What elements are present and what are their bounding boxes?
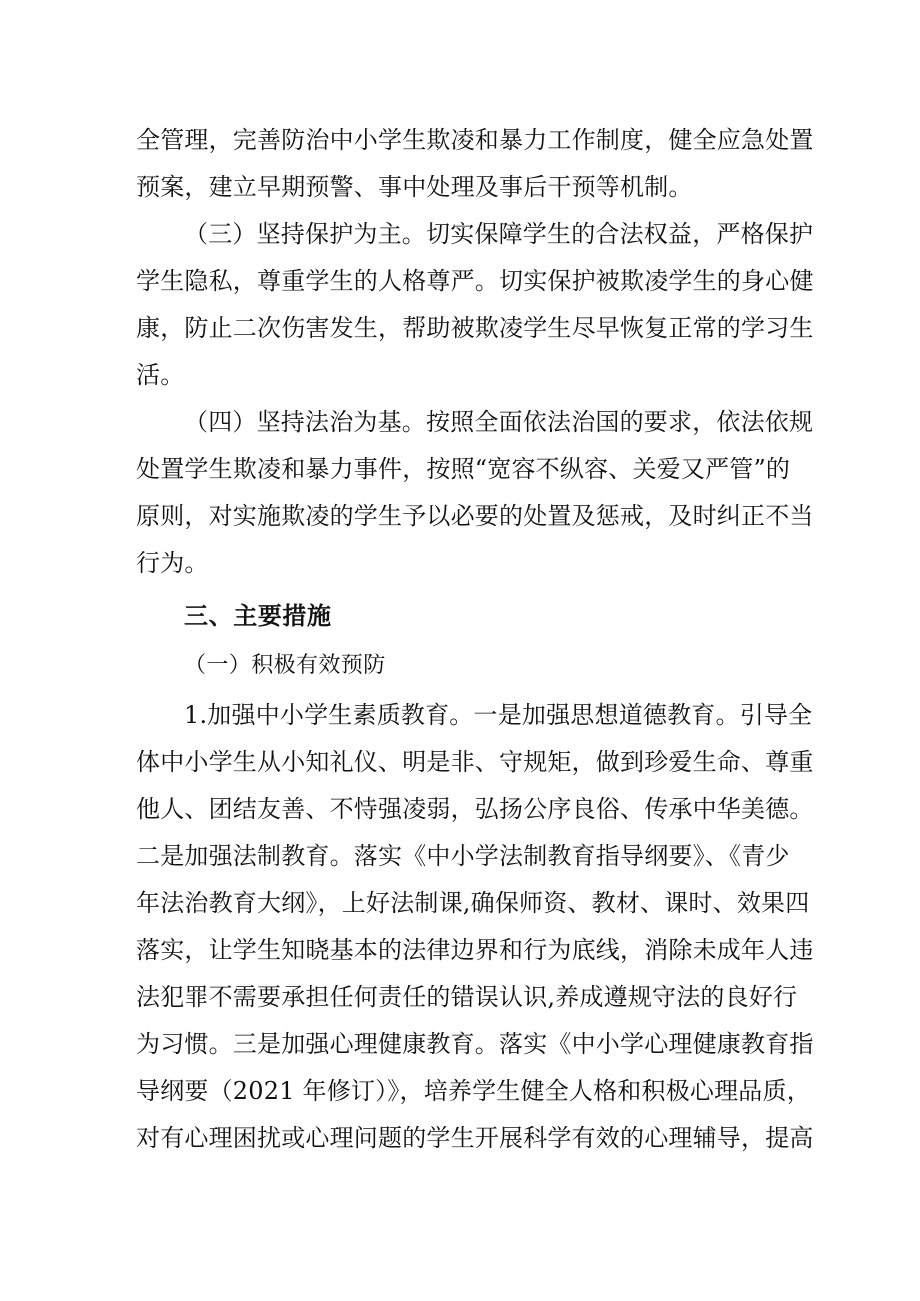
paragraph-line: 年法治教育大纲》，上好法制课,确保师资、教材、课时、效果四: [136, 889, 810, 917]
paragraph-line: 导纲要（2021 年修订）》，培养学生健全人格和积极心理品质，: [136, 1077, 811, 1105]
paragraph-line: 为习惯。三是加强心理健康教育。落实《中小学心理健康教育指: [136, 1030, 814, 1058]
paragraph-line: 对有心理困扰或心理问题的学生开展科学有效的心理辅导，提高: [136, 1124, 814, 1152]
paragraph-line: （四）坚持法治为基。按照全面依法治国的要求，依法依规: [184, 408, 814, 436]
paragraph-line: 1.加强中小学生素质教育。一是加强思想道德教育。引导全: [184, 701, 813, 729]
paragraph-line: 学生隐私，尊重学生的人格尊严。切实保护被欺凌学生的身心健: [136, 267, 814, 295]
paragraph-line: 全管理，完善防治中小学生欺凌和暴力工作制度，健全应急处置: [136, 126, 814, 154]
paragraph-line: 处置学生欺凌和暴力事件，按照“宽容不纵容、关爱又严管”的: [136, 455, 791, 483]
section-heading: 三、主要措施: [184, 601, 332, 630]
paragraph-line: 二是加强法制教育。落实《中小学法制教育指导纲要》、《青少: [136, 842, 790, 870]
paragraph-line: 体中小学生从小知礼仪、明是非、守规矩，做到珍爱生命、尊重: [136, 748, 814, 776]
subsection-heading: （一）积极有效预防: [184, 653, 386, 678]
paragraph-line: 落实，让学生知晓基本的法律边界和行为底线，消除未成年人违: [136, 936, 814, 964]
paragraph-line: 法犯罪不需要承担任何责任的错误认识,养成遵规守法的良好行: [136, 983, 798, 1011]
paragraph-line: 康，防止二次伤害发生，帮助被欺凌学生尽早恢复正常的学习生: [136, 314, 814, 342]
paragraph-line: 预案，建立早期预警、事中处理及事后干预等机制。: [136, 173, 693, 201]
paragraph-line: 活。: [136, 361, 185, 389]
paragraph-line: 他人、团结友善、不恃强凌弱，弘扬公序良俗、传承中华美德。: [136, 795, 814, 823]
paragraph-line: 行为。: [136, 549, 209, 577]
paragraph-line: （三）坚持保护为主。切实保障学生的合法权益，严格保护: [184, 220, 814, 248]
paragraph-line: 原则，对实施欺凌的学生予以必要的处置及惩戒，及时纠正不当: [136, 502, 814, 530]
